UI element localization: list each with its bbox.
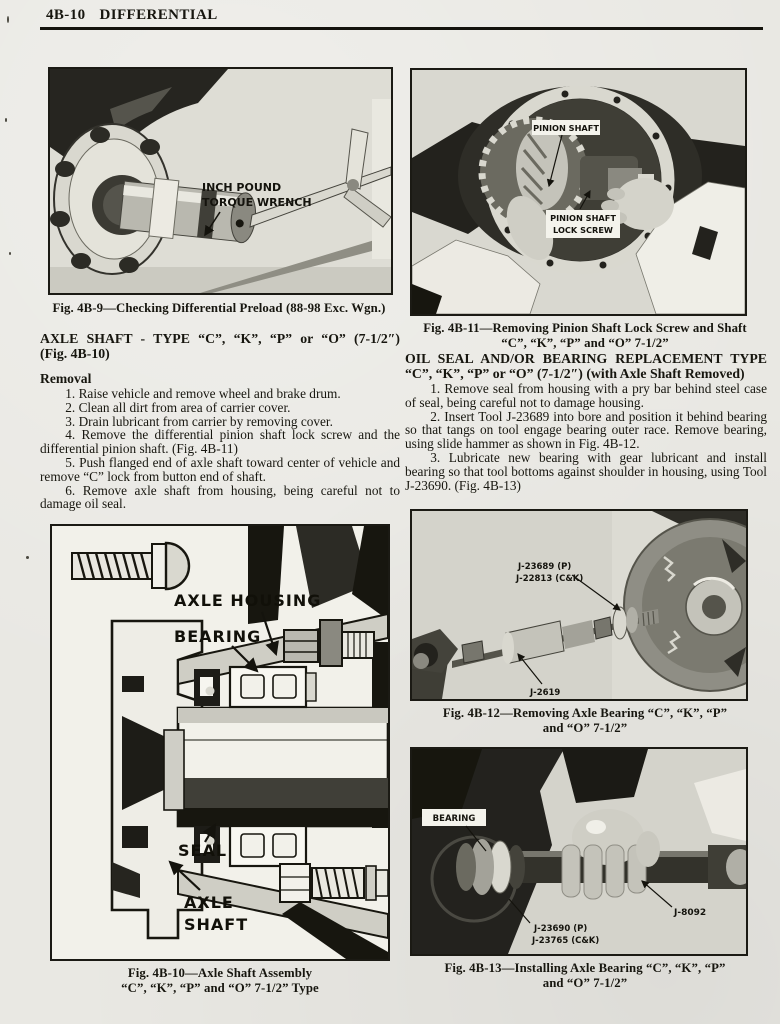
step-6: 6. Remove axle shaft from housing, being careful not to damage oil seal. (40, 482, 400, 512)
torque-wrench-label: TORQUE WRENCH (202, 196, 312, 209)
figure-4b9-caption: Fig. 4B-9—Checking Differential Preload (88-98 Exc. Wgn.) (52, 301, 386, 315)
pinion-shaft-label: PINION SHAFT (533, 123, 599, 133)
step-2: 2. Clean all dirt from area of carrier cover. (65, 399, 291, 415)
installer-tool-label-line2: J-23765 (C&K) (532, 936, 600, 946)
page-header (46, 7, 218, 24)
fig13-drawing (412, 749, 746, 954)
bearing-upper (230, 667, 316, 707)
bearing-label: BEARING (174, 627, 262, 646)
figure-4b10-diagram (50, 524, 390, 961)
fig12-drawing (412, 511, 746, 699)
oil-seal-heading: OIL SEAL AND/OR BEARING REPLACEMENT TYPE “C”, “K”, “P” or “O” (7-1/2″) (with Axle Shaft Removed) (405, 351, 767, 381)
puller-tool-label-line2: J-22813 (C&K) (516, 574, 584, 584)
axle-shaft-label-line2: SHAFT (184, 915, 249, 934)
page-title: DIFFERENTIAL (99, 7, 218, 23)
step-4: 4. Remove the differential pinion shaft lock screw and the differential pinion shaft. (Fig. 4B-11) (40, 427, 400, 457)
step-1: 1. Raise vehicle and remove wheel and brake drum. (65, 386, 341, 401)
step-2: 2. Insert Tool J-23689 into bore and position it behind bearing so that tangs on tool engage bearing outer race. Remove bearing, using slide hammer as shown in Fig. 4B-12. (405, 408, 767, 452)
figure-4b12-caption: Fig. 4B-12—Removing Axle Bearing “C”, “K”, “P” and “O” 7-1/2” (442, 706, 728, 735)
oil-seal-steps (405, 382, 767, 492)
figure-4b12-photo (410, 509, 748, 701)
axle-housing-label: AXLE HOUSING (174, 591, 322, 610)
scan-speck (5, 118, 7, 122)
scan-speck (9, 252, 11, 255)
figure-4b10-caption: Fig. 4B-10—Axle Shaft Assembly “C”, “K”, “P” and “O” 7-1/2” Type (121, 966, 319, 995)
fig9-drawing (50, 69, 391, 293)
axle-shaft-heading: AXLE SHAFT - TYPE “C”, “K”, “P” or “O” (7-1/2″) (Fig. 4B-10) (40, 331, 400, 361)
slide-hammer-label: J-2619 (530, 688, 561, 698)
page-number: 4B-10 (46, 7, 86, 23)
installer-tool-label-line1: J-23690 (P) (534, 924, 588, 934)
bearing-lower (230, 826, 306, 866)
driver-handle-label: J-8092 (674, 908, 707, 918)
figure-4b13-caption: Fig. 4B-13—Installing Axle Bearing “C”, “K”, “P” and “O” 7-1/2” (444, 961, 726, 990)
figure-4b11-caption: Fig. 4B-11—Removing Pinion Shaft Lock Screw and Shaft “C”, “K”, “P” and “O” 7-1/2” (423, 321, 747, 350)
step-5: 5. Push flanged end of axle shaft toward center of vehicle and remove “C” lock from button end of shaft. (40, 454, 400, 484)
lock-screw-label-line1: PINION SHAFT (550, 213, 616, 223)
removal-steps (40, 387, 400, 511)
header-rule (40, 27, 763, 30)
figure-4b11-photo (410, 68, 747, 316)
axle-shaft-label-line1: AXLE (184, 893, 234, 912)
removal-subheading: Removal (40, 371, 92, 386)
fig11-drawing (412, 70, 745, 314)
step-3: 3. Lubricate new bearing with gear lubricant and install bearing so that tool bottoms against shoulder in housing, using Tool J-23690. (Fig. 4B-13) (405, 449, 767, 493)
fig10-drawing (52, 526, 388, 959)
bearing-label: BEARING (432, 814, 476, 824)
seal-label: SEAL (178, 841, 228, 860)
scan-speck (26, 556, 29, 559)
inch-pound-label: INCH POUND (202, 181, 282, 194)
step-3: 3. Drain lubricant from carrier by removing cover. (65, 413, 333, 429)
puller-tool-label-line1: J-23689 (P) (518, 562, 572, 572)
lock-screw-label-line2: LOCK SCREW (553, 225, 613, 235)
figure-4b9-photo (48, 67, 393, 295)
scan-speck (7, 16, 9, 23)
seal-upper (194, 669, 220, 706)
figure-4b13-photo (410, 747, 748, 956)
bearing-installer-discs (456, 839, 525, 895)
axle-shaft-body (164, 708, 388, 826)
step-1: 1. Remove seal from housing with a pry bar behind steel case of seal, being careful not to damage housing. (405, 381, 767, 410)
